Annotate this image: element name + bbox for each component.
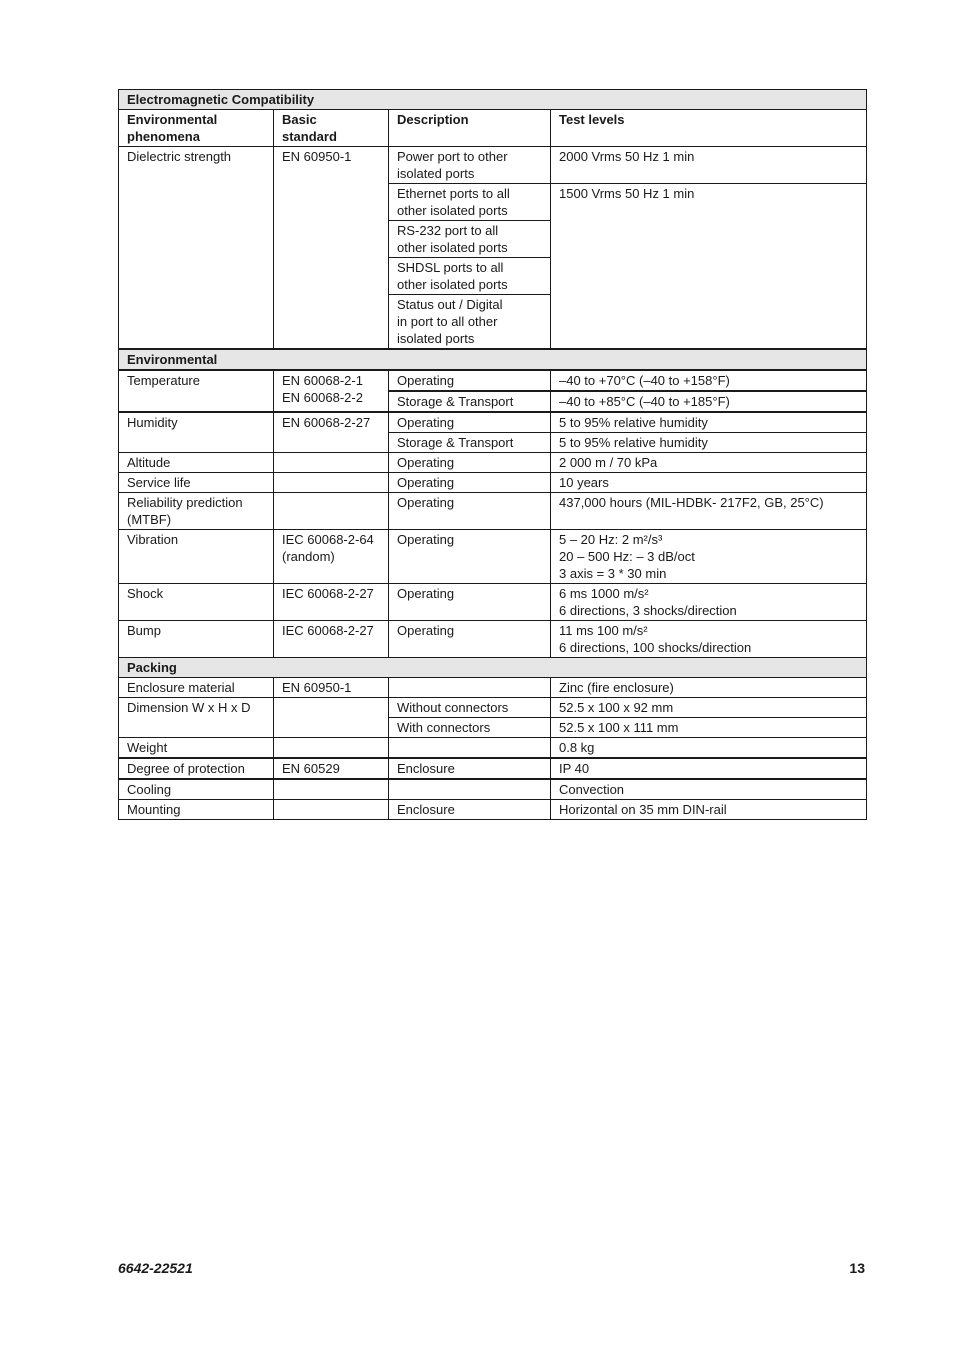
header-row — [119, 110, 867, 147]
cell-phenomenon: Service life — [119, 473, 274, 493]
cell-description: Operating — [389, 584, 551, 621]
cell-phenomenon: Enclosure material — [119, 678, 274, 698]
cell-phenomenon: Altitude — [119, 453, 274, 473]
cell-phenomenon: Degree of protection — [119, 758, 274, 779]
section-title: Electromagnetic Compatibility — [119, 90, 867, 110]
cell-description: Operating — [389, 473, 551, 493]
table-row — [119, 453, 867, 473]
cell-standard: EN 60068-2-27 — [274, 412, 389, 453]
cell-test-level: 10 years — [551, 473, 867, 493]
cell-description: Ethernet ports to all other isolated ports — [389, 184, 551, 221]
cell-test-level: 5 – 20 Hz: 2 m²/s³ 20 – 500 Hz: – 3 dB/oct 3 axis = 3 * 30 min — [551, 530, 867, 584]
table-row — [119, 678, 867, 698]
cell-description: Operating — [389, 412, 551, 433]
header-standard: Basic standard — [274, 110, 389, 147]
cell-description — [389, 678, 551, 698]
cell-description — [389, 779, 551, 800]
table-row — [119, 473, 867, 493]
cell-phenomenon: Vibration — [119, 530, 274, 584]
cell-phenomenon: Reliability prediction (MTBF) — [119, 493, 274, 530]
cell-description — [389, 738, 551, 759]
cell-phenomenon: Shock — [119, 584, 274, 621]
cell-test-level: 2 000 m / 70 kPa — [551, 453, 867, 473]
cell-test-level: 11 ms 100 m/s² 6 directions, 100 shocks/direction — [551, 621, 867, 658]
page-number: 13 — [849, 1260, 865, 1276]
cell-description: Operating — [389, 453, 551, 473]
cell-standard — [274, 698, 389, 738]
cell-standard — [274, 493, 389, 530]
cell-description: Operating — [389, 530, 551, 584]
table-row — [119, 147, 867, 184]
cell-description: SHDSL ports to all other isolated ports — [389, 258, 551, 295]
cell-test-level: Convection — [551, 779, 867, 800]
cell-description: Status out / Digital in port to all other isolated ports — [389, 295, 551, 350]
cell-test-level: 6 ms 1000 m/s² 6 directions, 3 shocks/direction — [551, 584, 867, 621]
table-row — [119, 738, 867, 759]
cell-standard — [274, 738, 389, 759]
cell-test-level: 52.5 x 100 x 111 mm — [551, 718, 867, 738]
cell-standard: IEC 60068-2-64 (random) — [274, 530, 389, 584]
table-row — [119, 800, 867, 820]
cell-standard: EN 60529 — [274, 758, 389, 779]
cell-phenomenon: Dielectric strength — [119, 147, 274, 350]
cell-standard: IEC 60068-2-27 — [274, 621, 389, 658]
cell-test-level: 52.5 x 100 x 92 mm — [551, 698, 867, 718]
cell-test-level: 5 to 95% relative humidity — [551, 412, 867, 433]
cell-phenomenon: Weight — [119, 738, 274, 759]
table-row — [119, 621, 867, 658]
cell-description: Without connectors — [389, 698, 551, 718]
table-row — [119, 779, 867, 800]
cell-description: Enclosure — [389, 800, 551, 820]
section-title: Packing — [119, 658, 867, 678]
table-row — [119, 530, 867, 584]
cell-description: Enclosure — [389, 758, 551, 779]
cell-phenomenon: Mounting — [119, 800, 274, 820]
cell-phenomenon: Dimension W x H x D — [119, 698, 274, 738]
document-number: 6642-22521 — [118, 1260, 193, 1276]
cell-test-level: Zinc (fire enclosure) — [551, 678, 867, 698]
cell-description: Power port to other isolated ports — [389, 147, 551, 184]
table-row — [119, 698, 867, 718]
cell-standard — [274, 800, 389, 820]
cell-description: RS-232 port to all other isolated ports — [389, 221, 551, 258]
cell-description: Operating — [389, 621, 551, 658]
cell-standard — [274, 473, 389, 493]
table-row — [119, 412, 867, 433]
cell-description: With connectors — [389, 718, 551, 738]
cell-test-level: 2000 Vrms 50 Hz 1 min — [551, 147, 867, 184]
cell-standard: EN 60950-1 — [274, 147, 389, 350]
cell-test-level: Horizontal on 35 mm DIN-rail — [551, 800, 867, 820]
cell-test-level: 1500 Vrms 50 Hz 1 min — [551, 184, 867, 350]
cell-standard — [274, 779, 389, 800]
cell-description: Storage & Transport — [389, 391, 551, 412]
cell-standard: IEC 60068-2-27 — [274, 584, 389, 621]
header-test-levels: Test levels — [551, 110, 867, 147]
cell-standard: EN 60068-2-1 EN 60068-2-2 — [274, 370, 389, 412]
cell-test-level: 5 to 95% relative humidity — [551, 433, 867, 453]
cell-phenomenon: Temperature — [119, 370, 274, 412]
cell-description: Operating — [389, 493, 551, 530]
header-description: Description — [389, 110, 551, 147]
table-row — [119, 493, 867, 530]
cell-test-level: IP 40 — [551, 758, 867, 779]
section-row-packing — [119, 658, 867, 678]
cell-test-level: –40 to +70°C (–40 to +158°F) — [551, 370, 867, 391]
cell-test-level: 437,000 hours (MIL-HDBK- 217F2, GB, 25°C) — [551, 493, 867, 530]
cell-description: Storage & Transport — [389, 433, 551, 453]
section-row-environmental — [119, 349, 867, 370]
cell-phenomenon: Cooling — [119, 779, 274, 800]
cell-phenomenon: Humidity — [119, 412, 274, 453]
cell-standard: EN 60950-1 — [274, 678, 389, 698]
table-row — [119, 584, 867, 621]
header-phenomena: Environmental phenomena — [119, 110, 274, 147]
specifications-table — [118, 89, 867, 820]
cell-test-level: –40 to +85°C (–40 to +185°F) — [551, 391, 867, 412]
table-row — [119, 758, 867, 779]
cell-phenomenon: Bump — [119, 621, 274, 658]
cell-description: Operating — [389, 370, 551, 391]
cell-test-level: 0.8 kg — [551, 738, 867, 759]
table-row — [119, 370, 867, 391]
cell-standard — [274, 453, 389, 473]
section-title: Environmental — [119, 349, 867, 370]
section-row-emc — [119, 90, 867, 110]
